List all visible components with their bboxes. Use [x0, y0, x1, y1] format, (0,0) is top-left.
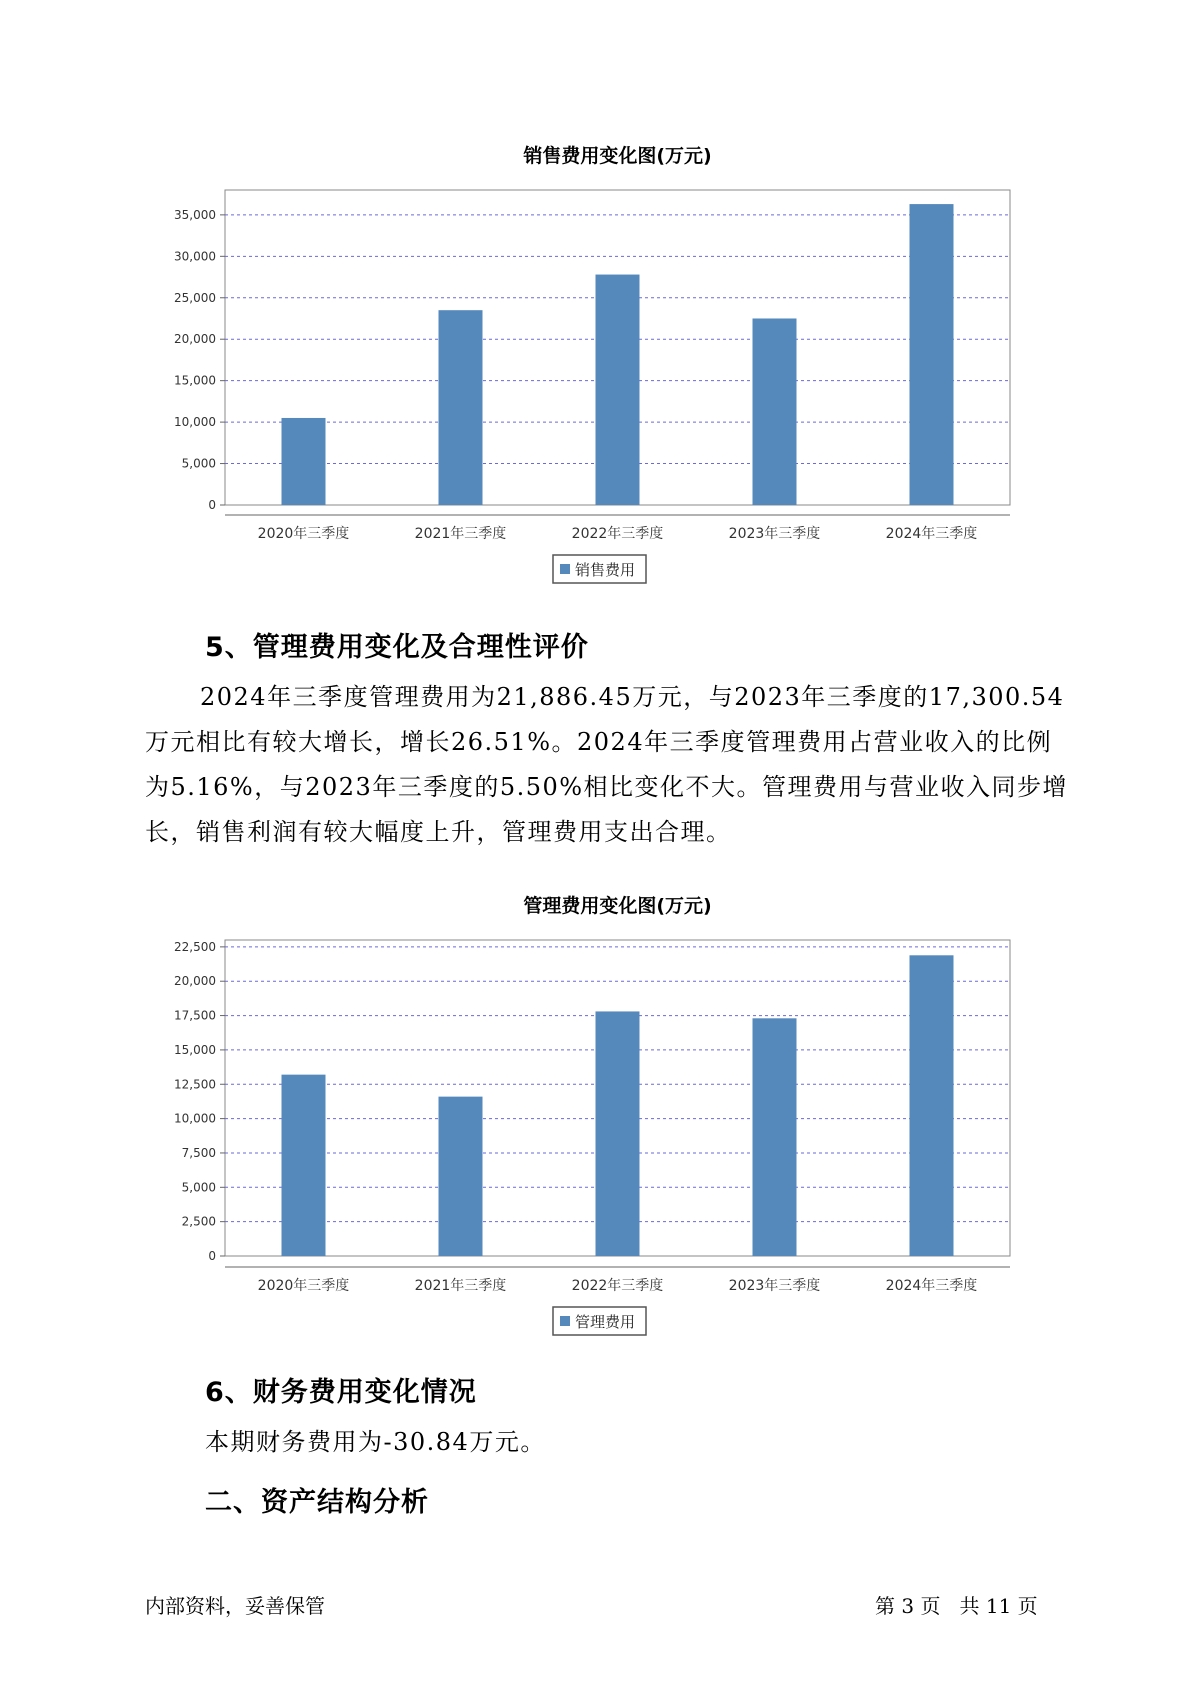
admin-bar [282, 1075, 326, 1256]
admin-y-tick-label: 2,500 [181, 1214, 216, 1229]
sales-x-tick-label: 2024年三季度 [885, 526, 978, 542]
section-6-body: 本期财务费用为-30.84万元。 [205, 1428, 546, 1456]
admin-x-tick-label: 2022年三季度 [571, 1278, 664, 1294]
sales-y-tick-label: 25,000 [174, 290, 216, 305]
part-2-title: 二、资产结构分析 [205, 1487, 429, 1518]
section-5-body: 2024年三季度管理费用为21,886.45万元，与2023年三季度的17,300.54万元相比有较大增长，增长26.51%。2024年三季度管理费用占营业收入的比例为5.16%，与2023年三季度的5.50%相比变化不大。管理费用与营业收入同步增长，销售利润有较大幅度上升，管理费用支出合理。 [145, 683, 1069, 846]
admin-y-tick-label: 12,500 [174, 1077, 216, 1092]
footer-right: 第 3 页 共 11 页 [875, 1594, 1038, 1618]
admin-legend-swatch [560, 1316, 570, 1326]
footer-left: 内部资料，妥善保管 [145, 1594, 325, 1618]
admin-bar [596, 1011, 640, 1256]
admin-y-tick-label: 10,000 [174, 1111, 216, 1126]
admin-x-tick-label: 2020年三季度 [257, 1278, 350, 1294]
admin-x-tick-label: 2023年三季度 [728, 1278, 821, 1294]
sales-y-tick-label: 15,000 [174, 373, 216, 388]
section-6-title: 6、财务费用变化情况 [205, 1377, 477, 1408]
admin-bar [753, 1018, 797, 1256]
admin-y-tick-label: 22,500 [174, 939, 216, 954]
sales-y-tick-label: 0 [208, 498, 216, 512]
sales-x-tick-label: 2020年三季度 [257, 526, 350, 542]
sales-chart-title: 销售费用变化图(万元) [523, 145, 712, 167]
admin-y-tick-label: 7,500 [181, 1145, 216, 1160]
admin-y-tick-label: 15,000 [174, 1042, 216, 1057]
admin-y-tick-label: 0 [208, 1249, 216, 1263]
admin-x-tick-label: 2021年三季度 [414, 1278, 507, 1294]
admin-x-tick-label: 2024年三季度 [885, 1278, 978, 1294]
admin-y-tick-label: 5,000 [181, 1180, 216, 1195]
admin-y-tick-label: 17,500 [174, 1008, 216, 1023]
sales-y-tick-label: 10,000 [174, 415, 216, 430]
sales-y-tick-label: 30,000 [174, 249, 216, 264]
section-5-title: 5、管理费用变化及合理性评价 [205, 632, 589, 663]
admin-bar [910, 955, 954, 1256]
admin-y-tick-label: 20,000 [174, 974, 216, 989]
sales-y-tick-label: 35,000 [174, 207, 216, 222]
sales-x-tick-label: 2021年三季度 [414, 526, 507, 542]
sales-y-tick-label: 20,000 [174, 332, 216, 347]
sales-legend-label: 销售费用 [575, 561, 636, 579]
admin-bar [439, 1097, 483, 1256]
sales-x-tick-label: 2023年三季度 [728, 526, 821, 542]
sales-x-tick-label: 2022年三季度 [571, 526, 664, 542]
admin-legend-label: 管理费用 [575, 1313, 636, 1331]
admin-chart-title: 管理费用变化图(万元) [523, 895, 712, 917]
sales-y-tick-label: 5,000 [181, 456, 216, 471]
